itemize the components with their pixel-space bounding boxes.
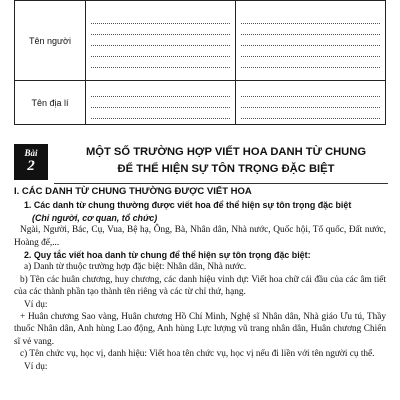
dotted-line	[241, 24, 380, 35]
example-label-2: Ví dụ:	[24, 361, 48, 372]
dotted-line	[241, 108, 380, 119]
rule-b: b) Tên các huân chương, huy chương, các danh hiệu vinh dự: Viết hoa chữ cái đầu của các âm tiết của các thành phần tạo thành tên riêng và các từ chỉ thứ, hạng.	[14, 274, 386, 298]
dotted-line	[91, 97, 230, 108]
example-label: Ví dụ:	[24, 299, 48, 310]
answer-area-person	[86, 1, 236, 81]
rule-c: c) Tên chức vụ, học vị, danh hiệu: Viết hoa tên chức vụ, học vị nếu đi liền với tên người cụ thể.	[20, 349, 375, 360]
sub1-body: Ngài, Người, Bác, Cụ, Vua, Bệ hạ, Ông, Bà, Nhân dân, Nhà nước, Quốc hội, Tổ quốc, Đất nước, Hoàng đế,...	[14, 225, 386, 248]
table-label-place: Tên địa lí	[15, 81, 86, 125]
dotted-line	[241, 46, 380, 57]
lesson-title-line1: MỘT SỐ TRƯỜNG HỢP VIẾT HOA DANH TỪ CHUNG	[85, 146, 367, 158]
practice-table	[14, 0, 386, 125]
sub2-heading: 2. Quy tắc viết hoa danh từ chung để thể hiện sự tôn trọng đặc biệt:	[24, 250, 311, 261]
rule-a: a) Danh từ thuộc trường hợp đặc biệt: Nhân dân, Nhà nước.	[24, 262, 247, 273]
dotted-line	[241, 57, 380, 68]
example-b: + Huân chương Sao vàng, Huân chương Hồ Chí Minh, Nghệ sĩ Nhân dân, Nhà giáo Ưu tú, Thầy thuốc Nhân dân, Anh hùng Lao động, Anh hùng Lực lượng vũ trang nhân dân, Huân chương Chiến sĩ vẻ vang.	[14, 312, 386, 347]
dotted-line	[91, 57, 230, 68]
dotted-line	[241, 35, 380, 46]
title-underline	[54, 183, 388, 184]
lesson-title	[56, 144, 396, 178]
lesson-title-line2: ĐỂ THỂ HIỆN SỰ TÔN TRỌNG ĐẶC BIỆT	[117, 163, 335, 175]
dotted-line	[91, 86, 230, 97]
dotted-line	[91, 108, 230, 119]
dotted-line	[91, 46, 230, 57]
dotted-line	[241, 13, 380, 24]
lesson-badge	[14, 144, 48, 180]
dotted-line	[91, 24, 230, 35]
dotted-line	[241, 97, 380, 108]
sub1-note: (Chỉ người, cơ quan, tổ chức)	[32, 212, 158, 223]
table-label-person: Tên người	[15, 1, 86, 81]
lesson-content	[14, 186, 386, 373]
answer-area-place-right	[236, 81, 386, 125]
answer-area-person-right	[236, 1, 386, 81]
dotted-line	[241, 86, 380, 97]
lesson-badge-word: Bài	[24, 148, 38, 158]
answer-area-place	[86, 81, 236, 125]
lesson-badge-number: 2	[27, 158, 35, 174]
section-heading: I. CÁC DANH TỪ CHUNG THƯỜNG ĐƯỢC VIẾT HOA	[14, 186, 252, 197]
sub1-heading: 1. Các danh từ chung thường được viết hoa để thể hiện sự tôn trọng đặc biệt	[24, 200, 352, 211]
dotted-line	[91, 35, 230, 46]
dotted-line	[91, 13, 230, 24]
